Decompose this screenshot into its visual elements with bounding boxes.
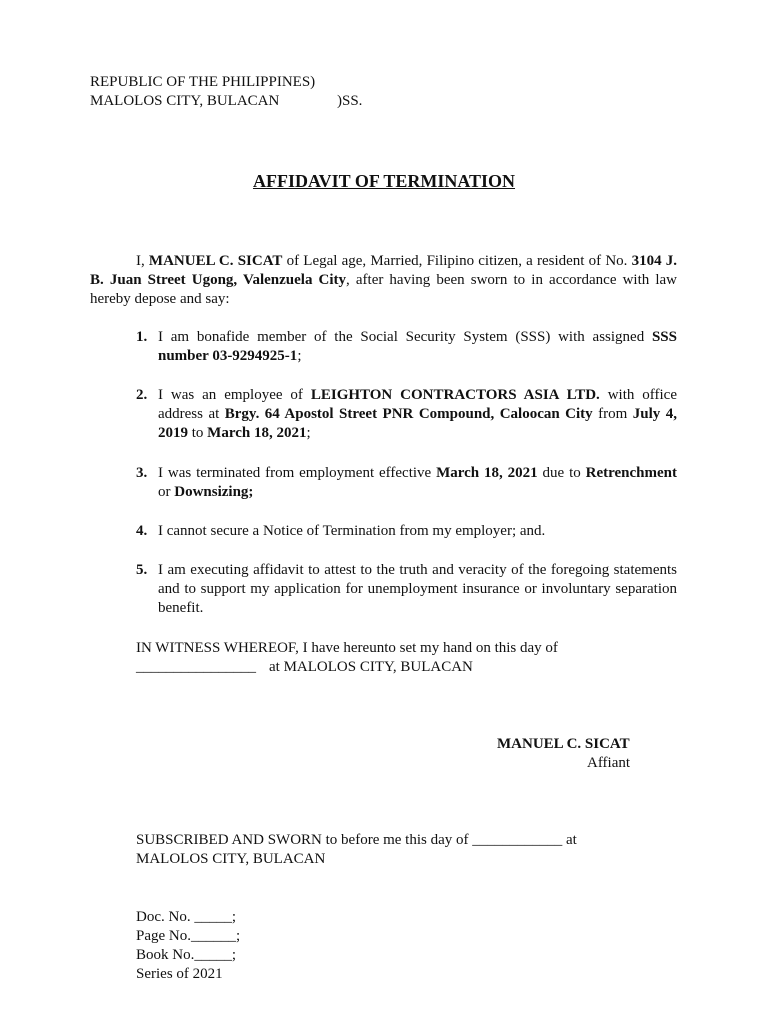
item-text-segment: with office address at [158, 387, 678, 422]
intro-text: of Legal age, Married, Filipino citizen, a resident of No. [282, 253, 632, 269]
list-item [136, 561, 677, 621]
list-item [136, 464, 677, 504]
item-number: 4. [136, 523, 148, 539]
intro-text: I, [136, 253, 149, 269]
page-number: Page No.______; [136, 928, 241, 944]
item-text-segment: I am bonafide member of the Social Security System (SSS) with assigned [158, 329, 652, 345]
witness-date-blank: ________________ [136, 659, 256, 675]
employer-name: LEIGHTON CONTRACTORS ASIA LTD. [310, 387, 600, 403]
doc-number: Doc. No. _____; [136, 909, 236, 925]
item-number: 3. [136, 465, 148, 481]
end-date: March 18, 2021 [207, 425, 307, 441]
employer-address: Brgy. 64 Apostol Street PNR Compound, Caloocan City [224, 406, 593, 422]
termination-date: March 18, 2021 [436, 465, 538, 481]
item-number: 2. [136, 387, 148, 403]
affiant-signature-name: MANUEL C. SICAT [497, 736, 630, 752]
item-number: 5. [136, 562, 148, 578]
list-item [136, 386, 677, 446]
jurat-date-blank: ____________ [472, 832, 563, 848]
venue-line-1: REPUBLIC OF THE PHILIPPINES) [90, 74, 316, 90]
item-text [158, 522, 677, 541]
venue-place: MALOLOS CITY, BULACAN [90, 93, 280, 109]
book-number: Book No._____; [136, 947, 237, 963]
item-text [158, 464, 677, 502]
jurat-line-1 [136, 831, 577, 850]
item-text-segment: ; [297, 348, 302, 364]
item-text-segment: I was terminated from employment effective [158, 465, 437, 481]
item-text-segment: I was an employee of [158, 387, 311, 403]
item-text-segment: ; [306, 425, 311, 441]
item-text [158, 386, 677, 443]
witness-place: at MALOLOS CITY, BULACAN [269, 659, 473, 675]
item-text [158, 328, 677, 366]
jurat-at: at [566, 832, 577, 848]
sss-number: SSS number 03-9294925-1 [158, 329, 677, 364]
item-text-segment: I cannot secure a Notice of Termination from my employer; and. [158, 523, 546, 539]
list-item [136, 328, 677, 368]
item-text-segment: from [592, 406, 633, 422]
affiant-label: Affiant [587, 755, 631, 771]
intro-paragraph [90, 252, 677, 309]
intro-bold-segment: 3104 J. B. Juan Street Ugong, Valenzuela City [90, 253, 678, 288]
jurat-caps: SUBSCRIBED AND SWORN [136, 832, 322, 848]
intro-text: , after having been sworn to in accordance with law hereby depose and say: [90, 272, 677, 307]
item-text [158, 561, 677, 618]
item-text-segment: to [188, 425, 208, 441]
witness-clause: IN WITNESS WHEREOF, I have hereunto set my hand on this day of [136, 640, 558, 656]
termination-reason: Retrenchment [585, 465, 678, 481]
start-date: July 4, 2019 [158, 406, 677, 441]
item-text-segment: I am executing affidavit to attest to the truth and veracity of the foregoing statements and to support my application for unemployment insurance or involuntary separation benefit. [158, 562, 677, 616]
list-item [136, 522, 677, 542]
jurat-place: MALOLOS CITY, BULACAN [136, 851, 326, 867]
series-year: Series of 2021 [136, 966, 223, 982]
document-title: AFFIDAVIT OF TERMINATION [252, 171, 516, 191]
venue-ss: )SS. [337, 93, 363, 109]
item-text-segment: due to [537, 465, 586, 481]
item-number: 1. [136, 329, 148, 345]
termination-reason-alt: Downsizing; [174, 484, 254, 500]
item-text-segment: or [158, 484, 175, 500]
jurat-text: to before me this day of [325, 832, 469, 848]
intro-bold-segment: MANUEL C. SICAT [148, 253, 283, 269]
